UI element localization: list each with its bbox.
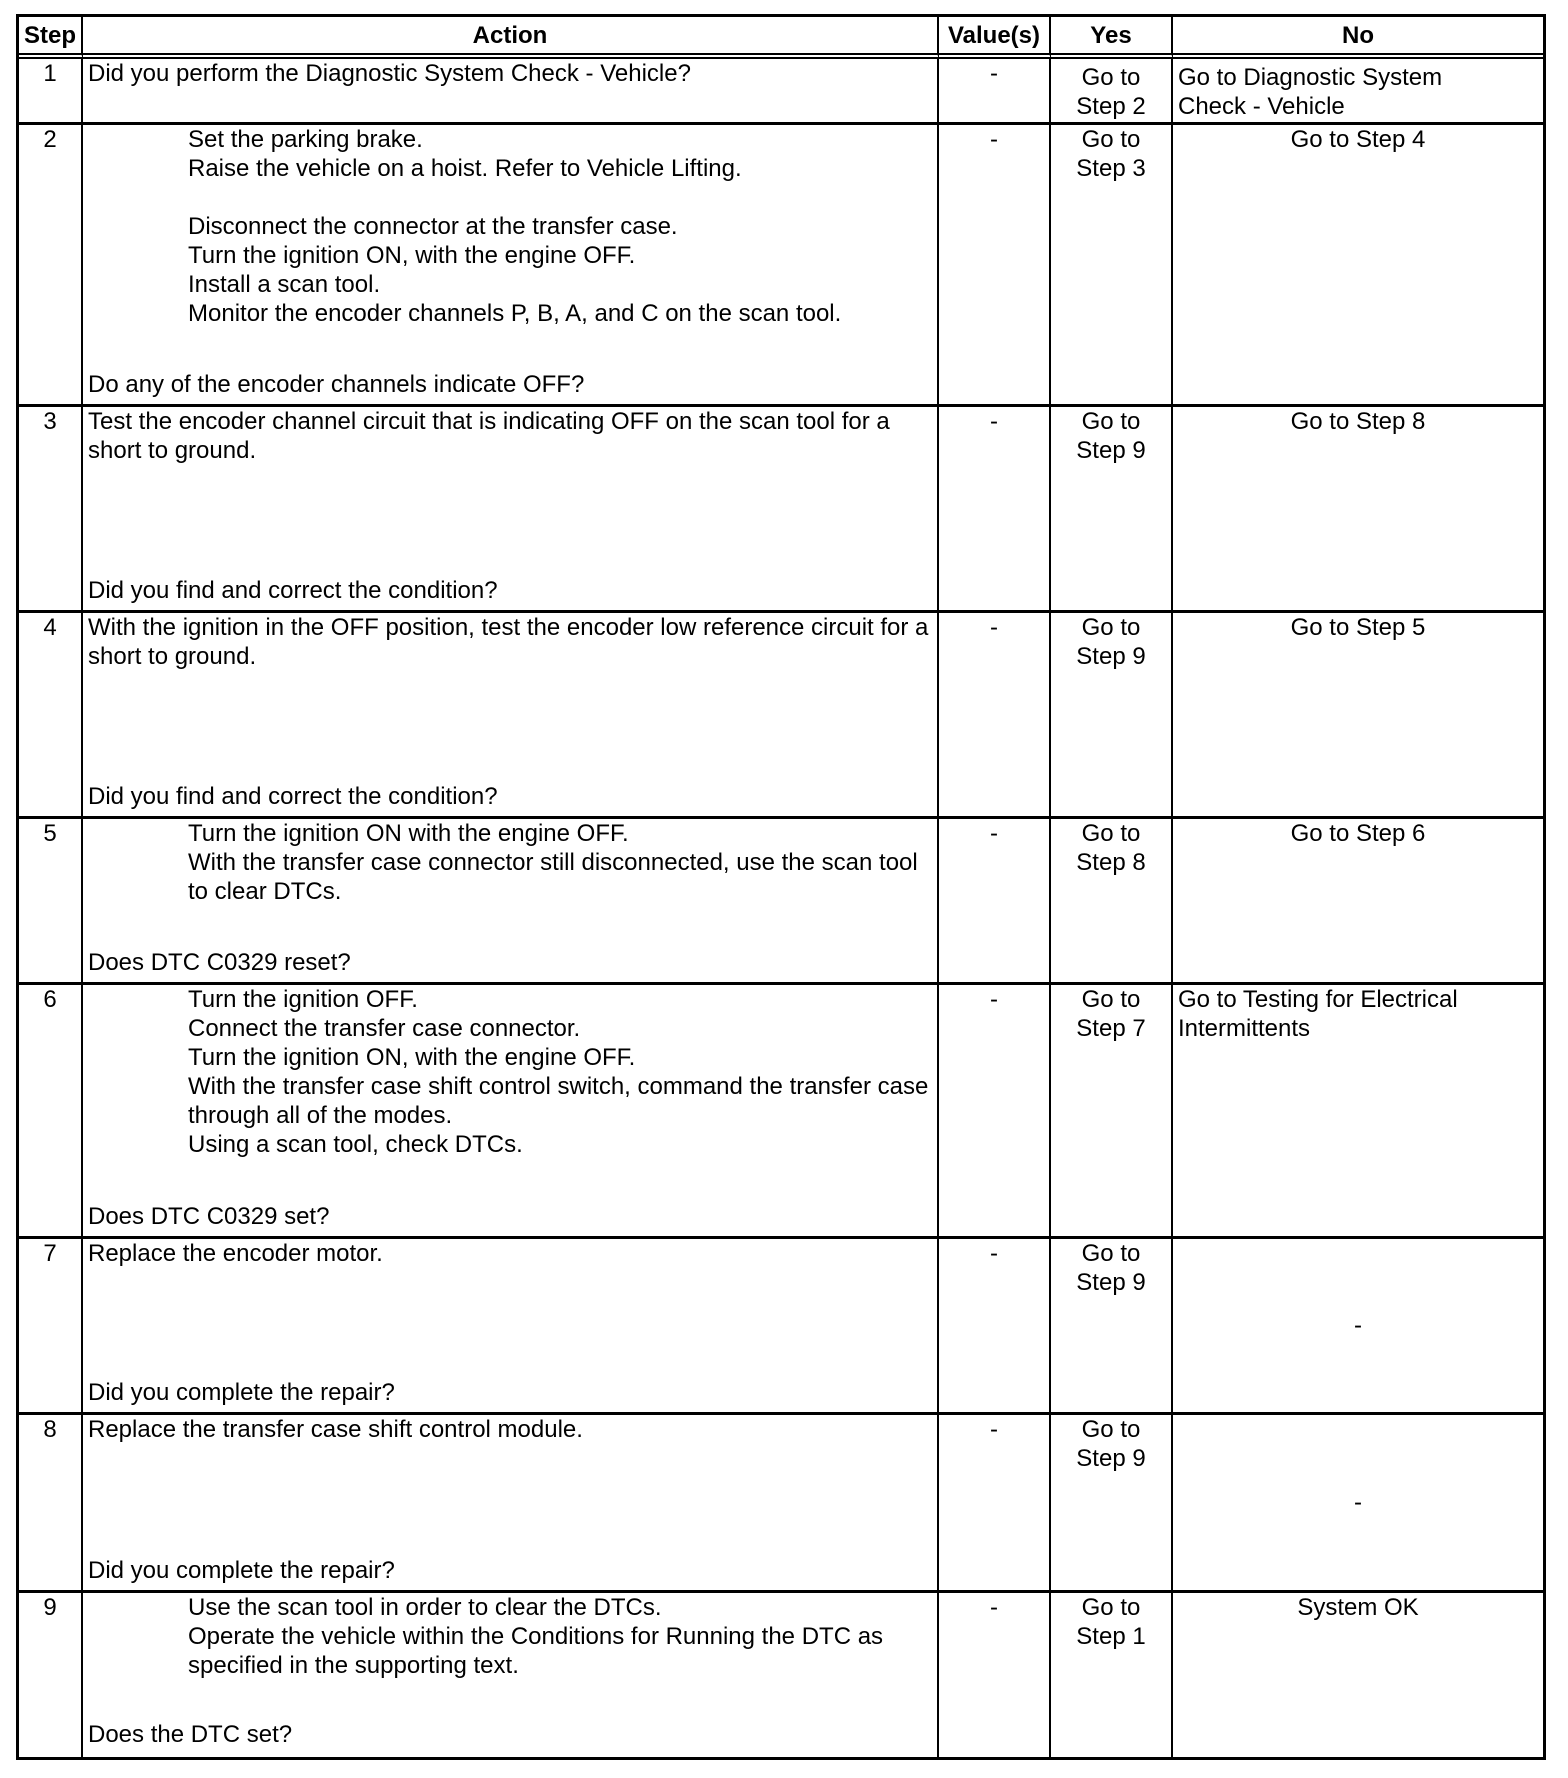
yes-cell [1051, 59, 1173, 125]
action-cell [83, 985, 939, 1239]
table-row [19, 125, 1543, 407]
yes-line: Step 9 [1076, 643, 1146, 670]
action-question: Did you complete the repair? [88, 1379, 395, 1406]
yes-line: Step 9 [1076, 437, 1146, 464]
value-cell: - [939, 1239, 1051, 1415]
no-line: Go to Step 6 [1290, 820, 1426, 847]
step-number: 4 [19, 613, 83, 819]
yes-cell [1051, 613, 1173, 819]
yes-line: Step 3 [1076, 155, 1146, 182]
yes-line: Step 9 [1076, 1445, 1146, 1472]
action-step: Monitor the encoder channels P, B, A, and C on the scan tool. [188, 300, 842, 327]
no-cell [1173, 125, 1543, 407]
header-yes: Yes [1051, 17, 1173, 59]
yes-line: Go to [1081, 1594, 1141, 1621]
table-row [19, 1593, 1543, 1757]
yes-line: Step 8 [1076, 849, 1146, 876]
action-step: With the transfer case connector still disconnected, use the scan tool to clear DTCs. [188, 849, 918, 905]
action-cell [83, 819, 939, 985]
yes-cell [1051, 125, 1173, 407]
action-steps [88, 125, 932, 328]
action-cell [83, 613, 939, 819]
step-number: 5 [19, 819, 83, 985]
header-no: No [1173, 17, 1543, 59]
yes-cell [1051, 1415, 1173, 1593]
action-question: Does DTC C0329 set? [88, 1203, 330, 1230]
no-line: Go to Step 4 [1290, 126, 1426, 153]
table-row [19, 407, 1543, 613]
action-question: Did you complete the repair? [88, 1557, 395, 1584]
yes-cell [1051, 819, 1173, 985]
action-cell [83, 407, 939, 613]
step-number: 3 [19, 407, 83, 613]
action-text: Did you perform the Diagnostic System Check - Vehicle? [88, 60, 691, 87]
action-steps [88, 819, 932, 906]
action-cell [83, 125, 939, 407]
header-values: Value(s) [939, 17, 1051, 59]
step-number: 1 [19, 59, 83, 125]
no-cell [1173, 1239, 1543, 1415]
action-step: Turn the ignition ON, with the engine OFF. [188, 1044, 636, 1071]
value-cell: - [939, 1415, 1051, 1593]
yes-line: Go to [1081, 1240, 1141, 1267]
no-line: - [1354, 1489, 1362, 1516]
action-steps [88, 985, 932, 1159]
no-line: Go to Step 5 [1290, 614, 1426, 641]
action-cell [83, 1239, 939, 1415]
yes-line: Go to [1081, 1416, 1141, 1443]
yes-line: Go to [1081, 408, 1141, 435]
action-step: Raise the vehicle on a hoist. Refer to Vehicle Lifting. [188, 155, 742, 182]
action-cell [83, 1415, 939, 1593]
action-step: Set the parking brake. [188, 126, 423, 153]
yes-line: Step 9 [1076, 1269, 1146, 1296]
no-cell [1173, 59, 1543, 125]
yes-line: Go to [1081, 986, 1141, 1013]
yes-line: Step 1 [1076, 1623, 1146, 1650]
action-cell [83, 1593, 939, 1757]
step-number: 8 [19, 1415, 83, 1593]
yes-line: Step 7 [1076, 1015, 1146, 1042]
value-cell: - [939, 1593, 1051, 1757]
action-question: Did you find and correct the condition? [88, 577, 498, 604]
no-cell [1173, 1415, 1543, 1593]
no-cell [1173, 613, 1543, 819]
no-line: Go to Diagnostic System [1178, 64, 1443, 91]
action-steps [88, 1593, 932, 1680]
diagnostic-table-page [16, 14, 1546, 1760]
no-line: - [1354, 1312, 1362, 1339]
table-row [19, 1239, 1543, 1415]
no-line: Go to Step 8 [1290, 408, 1426, 435]
step-number: 6 [19, 985, 83, 1239]
yes-line: Step 2 [1076, 93, 1146, 120]
action-cell [83, 59, 939, 125]
action-step: Using a scan tool, check DTCs. [188, 1131, 523, 1158]
header-action: Action [83, 17, 939, 59]
table-row [19, 59, 1543, 125]
value-cell: - [939, 407, 1051, 613]
yes-cell [1051, 985, 1173, 1239]
yes-line: Go to [1081, 614, 1141, 641]
action-step: Operate the vehicle within the Conditions for Running the DTC as specified in the supporting text. [188, 1623, 884, 1679]
step-number: 2 [19, 125, 83, 407]
table-row [19, 613, 1543, 819]
action-question: Does the DTC set? [88, 1721, 293, 1748]
table-row [19, 985, 1543, 1239]
no-cell [1173, 407, 1543, 613]
yes-cell [1051, 1239, 1173, 1415]
action-step: Turn the ignition ON with the engine OFF. [188, 820, 629, 847]
action-text: Replace the encoder motor. [88, 1240, 383, 1267]
no-cell [1173, 819, 1543, 985]
action-step: Connect the transfer case connector. [188, 1015, 581, 1042]
step-number: 9 [19, 1593, 83, 1757]
action-step: Install a scan tool. [188, 271, 381, 298]
value-cell: - [939, 125, 1051, 407]
value-cell: - [939, 59, 1051, 125]
action-step: Turn the ignition ON, with the engine OFF. [188, 242, 636, 269]
action-step: Disconnect the connector at the transfer case. [188, 213, 678, 240]
yes-line: Go to [1081, 126, 1141, 153]
yes-line: Go to [1081, 820, 1141, 847]
action-step: With the transfer case shift control switch, command the transfer case through all of the modes. [188, 1073, 929, 1129]
value-cell: - [939, 613, 1051, 819]
no-line: Check - Vehicle [1178, 93, 1345, 120]
no-line: Intermittents [1178, 1015, 1311, 1042]
yes-cell [1051, 1593, 1173, 1757]
yes-cell [1051, 407, 1173, 613]
no-cell [1173, 1593, 1543, 1757]
action-question: Do any of the encoder channels indicate OFF? [88, 371, 585, 398]
action-question: Did you find and correct the condition? [88, 783, 498, 810]
table-row [19, 819, 1543, 985]
action-text: Replace the transfer case shift control module. [88, 1416, 583, 1443]
yes-line: Go to [1081, 64, 1141, 91]
action-text: With the ignition in the OFF position, test the encoder low reference circuit for a short to ground. [88, 614, 929, 670]
no-line: System OK [1297, 1594, 1419, 1621]
header-step: Step [19, 17, 83, 59]
header-row [19, 17, 1543, 59]
step-number: 7 [19, 1239, 83, 1415]
no-line: Go to Testing for Electrical [1178, 986, 1458, 1013]
no-cell [1173, 985, 1543, 1239]
table-row [19, 1415, 1543, 1593]
diagnostic-table [16, 14, 1546, 1760]
action-text: Test the encoder channel circuit that is indicating OFF on the scan tool for a short to ground. [88, 408, 890, 464]
value-cell: - [939, 985, 1051, 1239]
value-cell: - [939, 819, 1051, 985]
action-step: Use the scan tool in order to clear the DTCs. [188, 1594, 662, 1621]
action-step: Turn the ignition OFF. [188, 986, 418, 1013]
action-question: Does DTC C0329 reset? [88, 949, 351, 976]
